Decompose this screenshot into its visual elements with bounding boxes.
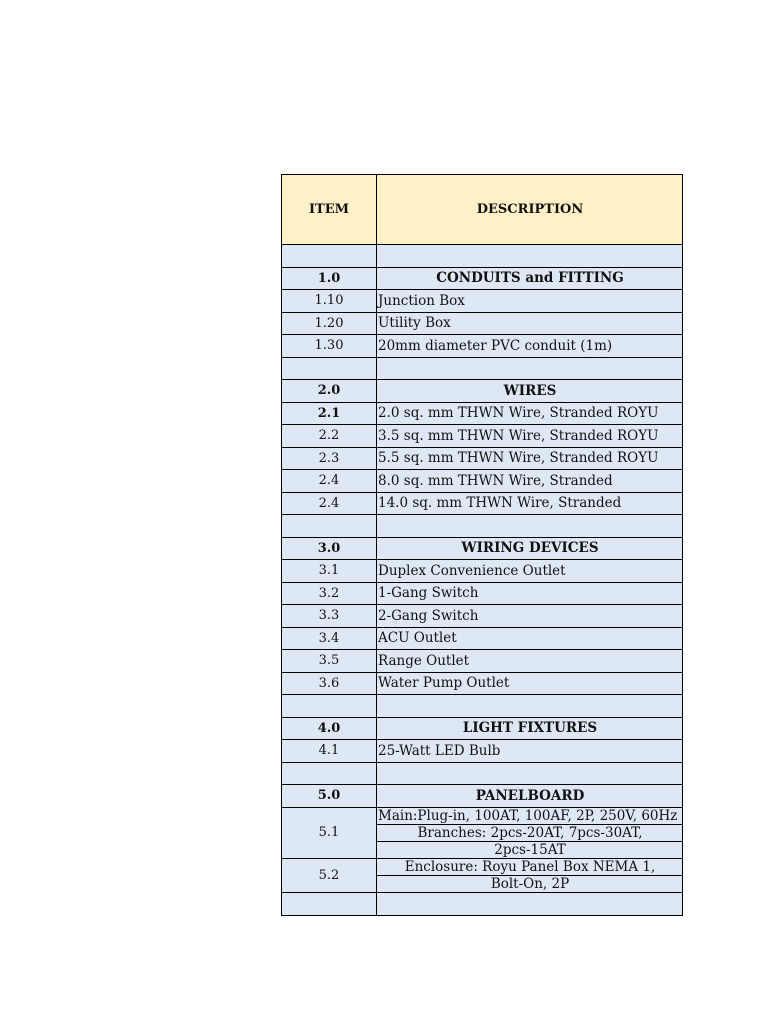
item-cell: 1.30: [282, 335, 377, 357]
table-row: [282, 740, 682, 763]
item-cell: [282, 763, 377, 785]
item-cell: 2.4: [282, 493, 377, 515]
table-row: [282, 470, 682, 493]
item-cell: 2.0: [282, 380, 377, 402]
table-row: [282, 893, 682, 916]
item-cell: [282, 245, 377, 267]
description-cell: WIRES: [503, 382, 557, 399]
table-body: [282, 245, 682, 915]
item-cell: 5.2: [282, 859, 377, 892]
description-lines: [377, 808, 682, 858]
table-row: [282, 448, 682, 471]
description-cell: 2.0 sq. mm THWN Wire, Stranded ROYU: [378, 405, 659, 422]
table-row: [282, 605, 682, 628]
item-cell: 2.1: [282, 403, 377, 425]
item-cell: 4.1: [282, 740, 377, 762]
table-row: [282, 583, 682, 606]
table-row: [282, 268, 682, 291]
description-cell: [377, 515, 682, 537]
item-cell: 3.6: [282, 673, 377, 695]
table-row: [282, 425, 682, 448]
table-row: [282, 718, 682, 741]
item-cell: 3.2: [282, 583, 377, 605]
table-row: [282, 403, 682, 426]
table-row-merged: [282, 859, 682, 893]
table-row: [282, 515, 682, 538]
description-cell: [377, 245, 682, 267]
item-cell: 1.0: [282, 268, 377, 290]
item-cell: 4.0: [282, 718, 377, 740]
description-cell: 25-Watt LED Bulb: [378, 742, 501, 759]
table-row: [282, 290, 682, 313]
description-cell: Junction Box: [378, 292, 465, 309]
item-cell: [282, 893, 377, 916]
table-row: [282, 695, 682, 718]
item-cell: 3.0: [282, 538, 377, 560]
table-row: [282, 650, 682, 673]
description-cell: [377, 893, 682, 916]
table-row: [282, 538, 682, 561]
item-cell: 3.5: [282, 650, 377, 672]
description-cell: 5.5 sq. mm THWN Wire, Stranded ROYU: [378, 450, 659, 467]
description-cell: 20mm diameter PVC conduit (1m): [378, 337, 613, 354]
table-row: [282, 335, 682, 358]
description-cell: Range Outlet: [378, 652, 470, 669]
bill-of-materials-table: [281, 174, 683, 916]
table-row: [282, 358, 682, 381]
item-cell: 3.4: [282, 628, 377, 650]
table-header: [282, 175, 682, 245]
item-cell: 2.4: [282, 470, 377, 492]
description-cell: ACU Outlet: [378, 630, 457, 647]
description-cell: Enclosure: Royu Panel Box NEMA 1,: [377, 859, 682, 876]
table-row: [282, 493, 682, 516]
item-cell: 5.0: [282, 785, 377, 807]
item-cell: [282, 358, 377, 380]
table-row: [282, 560, 682, 583]
table-row: [282, 313, 682, 336]
description-cell: [377, 763, 682, 785]
description-lines: [377, 859, 682, 892]
description-cell: Utility Box: [378, 315, 451, 332]
item-cell: 1.20: [282, 313, 377, 335]
table-row: [282, 673, 682, 696]
description-cell: Branches: 2pcs-20AT, 7pcs-30AT,: [377, 825, 682, 842]
description-cell: [377, 358, 682, 380]
description-cell: Duplex Convenience Outlet: [378, 562, 566, 579]
item-cell: 3.3: [282, 605, 377, 627]
description-cell: 8.0 sq. mm THWN Wire, Stranded: [378, 472, 613, 489]
description-cell: 14.0 sq. mm THWN Wire, Stranded: [378, 495, 622, 512]
table-row-merged: [282, 808, 682, 859]
description-cell: Water Pump Outlet: [378, 675, 510, 692]
description-cell: 1-Gang Switch: [378, 585, 479, 602]
item-cell: 3.1: [282, 560, 377, 582]
description-cell: WIRING DEVICES: [461, 540, 599, 557]
item-cell: [282, 695, 377, 717]
table-row: [282, 785, 682, 808]
description-cell: PANELBOARD: [475, 787, 585, 804]
table-row: [282, 628, 682, 651]
description-cell: 3.5 sq. mm THWN Wire, Stranded ROYU: [378, 427, 659, 444]
description-cell: LIGHT FIXTURES: [462, 720, 598, 737]
item-cell: 5.1: [282, 808, 377, 858]
description-cell: 2pcs-15AT: [494, 841, 566, 858]
table-row: [282, 380, 682, 403]
description-cell: Bolt-On, 2P: [490, 875, 570, 892]
item-cell: 2.2: [282, 425, 377, 447]
item-cell: 1.10: [282, 290, 377, 312]
description-cell: CONDUITS and FITTING: [436, 270, 624, 287]
table-row: [282, 763, 682, 786]
description-cell: Main:Plug-in, 100AT, 100AF, 2P, 250V, 60Hz: [377, 808, 682, 825]
item-column-header: ITEM: [282, 175, 377, 244]
description-cell: [377, 695, 682, 717]
description-cell: 2-Gang Switch: [378, 607, 479, 624]
description-column-header: DESCRIPTION: [476, 202, 584, 217]
table-row: [282, 245, 682, 268]
item-cell: 2.3: [282, 448, 377, 470]
item-cell: [282, 515, 377, 537]
